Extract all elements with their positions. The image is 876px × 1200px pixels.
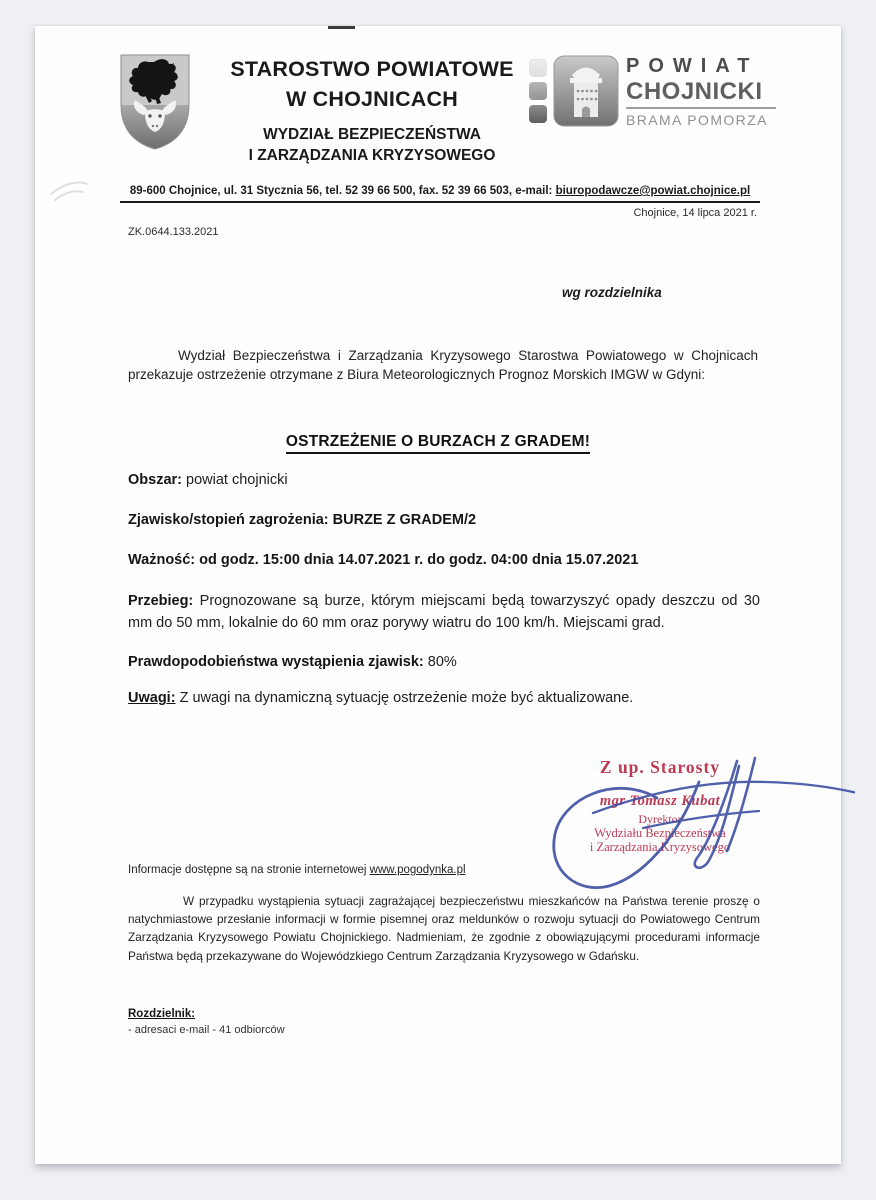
dept-line2: I ZARZĄDZANIA KRYZYSOWEGO	[248, 147, 496, 164]
field-phenomenon-label: Zjawisko/stopień zagrożenia:	[128, 512, 329, 528]
logo-square	[529, 105, 547, 123]
letterhead-org	[193, 54, 551, 166]
stamp-dept-line2: i Zarządzania Kryzysowego	[589, 839, 731, 854]
county-coat-of-arms-icon	[118, 53, 192, 151]
org-name-line1: STAROSTWO POWIATOWE	[230, 57, 514, 81]
logo-squares	[529, 59, 547, 128]
address-bar	[120, 185, 760, 203]
logo-square	[529, 82, 547, 100]
field-remarks	[128, 690, 760, 706]
field-validity-value: od godz. 15:00 dnia 14.07.2021 r. do godz. 04:00 dnia 15.07.2021	[199, 552, 639, 568]
field-course	[128, 590, 760, 634]
field-phenomenon-value: BURZE Z GRADEM/2	[332, 512, 477, 528]
field-area-label: Obszar:	[128, 472, 182, 488]
logo-tagline: BRAMA POMORZA	[626, 112, 768, 128]
distribution-list-item: - adresaci e-mail - 41 odbiorców	[128, 1024, 285, 1036]
field-course-label: Przebieg:	[128, 593, 194, 609]
warning-title: OSTRZEŻENIE O BURZACH Z GRADEM!	[286, 433, 590, 454]
stamp-dept-line1: Wydziału Bezpieczeństwa	[594, 826, 726, 840]
field-validity-label: Ważność:	[128, 552, 196, 568]
org-name-line2: W CHOJNICACH	[285, 87, 458, 111]
pogodynka-link[interactable]: www.pogodynka.pl	[369, 864, 466, 876]
logo-square	[529, 59, 547, 77]
closing-paragraph: W przypadku wystąpienia sytuacji zagrażającej bezpieczeństwu mieszkańców na Państwa terenie proszę o natychmiastowe przesłanie informacji w formie pisemnej oraz meldunków o rozwoju sytuacji do Powiatowego Centrum Zarządzania Kryzysowego Powiatu Chojnickiego. Nadmieniam, że zgodnie z obowiązującymi procedurami informacje Państwa będą przekazywane do Wojewódzkiego Centrum Zarządzania Kryzysowego w Gdańsku.	[128, 894, 760, 963]
reference-number: ZK.0644.133.2021	[128, 226, 219, 238]
info-line	[128, 864, 466, 876]
pencil-mark	[37, 154, 107, 214]
logo-title: POWIAT	[626, 55, 759, 77]
logo-text	[626, 55, 778, 128]
field-probability	[128, 654, 760, 670]
official-stamp	[505, 757, 815, 854]
field-probability-value: 80%	[427, 654, 457, 670]
scanned-letter-page	[35, 26, 841, 1164]
dept-line1: WYDZIAŁ BEZPIECZEŃSTWA	[263, 126, 481, 143]
address-text: 89-600 Chojnice, ul. 31 Stycznia 56, tel. 52 39 66 500, fax. 52 39 66 503, e-mail:	[129, 185, 556, 197]
field-validity	[128, 552, 760, 568]
field-phenomenon	[128, 512, 760, 528]
distribution-list-heading	[128, 1008, 195, 1020]
field-area	[128, 472, 760, 488]
tower-logo-icon	[553, 55, 619, 127]
logo-subtitle: CHOJNICKI	[626, 78, 763, 105]
place-and-date: Chojnice, 14 lipca 2021 r.	[633, 207, 757, 219]
field-course-value: Prognozowane są burze, którym miejscami będą towarzyszyć opady deszczu od 30 mm do 50 mm, lokalnie do 60 mm oraz porywy wiatru do 100 km/h. Miejscami grad.	[128, 593, 760, 631]
logo-divider	[626, 107, 776, 109]
field-probability-label: Prawdopodobieństwa wystąpienia zjawisk:	[128, 654, 424, 670]
warning-title-row	[35, 433, 841, 454]
distribution-note: wg rozdzielnika	[562, 285, 662, 300]
stamp-signer-title: Dyrektor	[638, 812, 682, 826]
scan-artifact-mark	[328, 26, 355, 29]
stamp-signer-name: mgr Tomasz Kubat	[599, 793, 721, 809]
powiat-chojnicki-logo	[529, 55, 778, 128]
field-remarks-label: Uwagi:	[128, 690, 176, 706]
stamp-authorization: Z up. Starosty	[599, 757, 721, 777]
field-area-value: powiat chojnicki	[186, 472, 288, 488]
info-text: Informacje dostępne są na stronie internetowej	[128, 864, 370, 876]
field-remarks-value: Z uwagi na dynamiczną sytuację ostrzeżenie może być aktualizowane.	[179, 690, 634, 706]
distribution-list-label: Rozdzielnik:	[128, 1008, 196, 1020]
intro-paragraph: Wydział Bezpieczeństwa i Zarządzania Kryzysowego Starostwa Powiatowego w Chojnicach przekazuje ostrzeżenie otrzymane z Biura Meteorologicznych Prognoz Morskich IMGW w Gdyni:	[128, 348, 758, 382]
email-link[interactable]: biuropodawcze@powiat.chojnice.pl	[555, 185, 751, 197]
